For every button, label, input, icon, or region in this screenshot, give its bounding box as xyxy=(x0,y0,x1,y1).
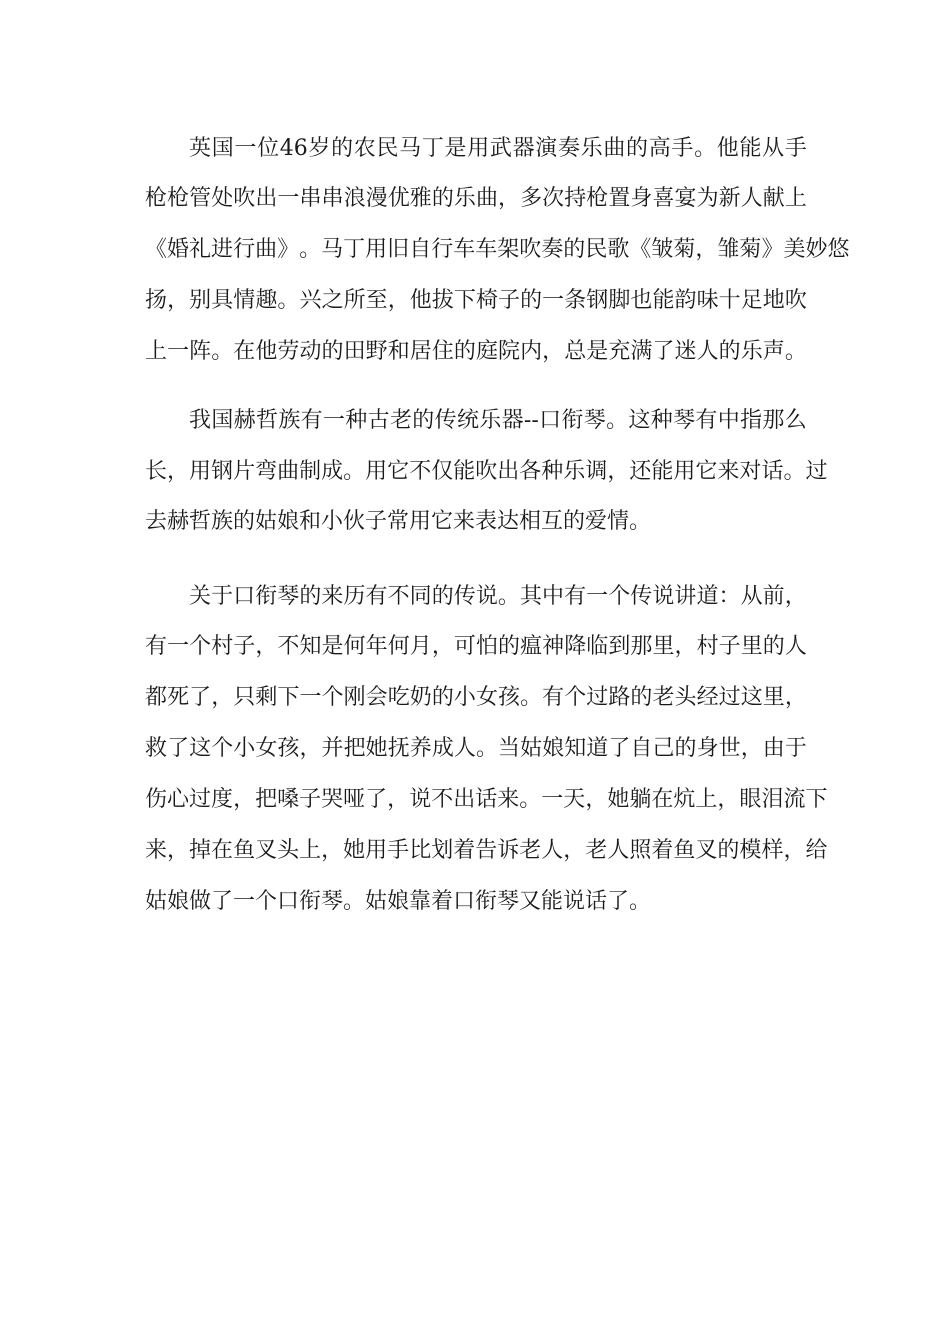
paragraph-line: 英 国 一 位 46 岁 的 农 民 马 丁 是 用 武 器 演 奏 乐 曲 的 高 手 。 他 能 从 手 xyxy=(189,136,807,161)
paragraph-line: 姑娘做了一个口衔琴。姑娘靠着口衔琴又能说话了。 xyxy=(145,889,652,914)
paragraph-line: 有 一 个 村 子 ， 不 知 是 何 年 何 月 ， 可 怕 的 瘟 神 降 临 到 那 里 ， 村 子 里 的 人 xyxy=(145,634,807,659)
paragraph-line: 来 ， 掉 在 鱼 叉 头 上 ， 她 用 手 比 划 着 告 诉 老 人 ， 老 人 照 着 鱼 叉 的 模 样 ， 给 xyxy=(145,838,828,863)
paragraph-line: 我 国 赫 哲 族 有 一 种 古 老 的 传 统 乐 器 -- 口 衔 琴 。 这 种 琴 有 中 指 那 么 xyxy=(189,408,807,433)
paragraph-line: 去赫哲族的姑娘和小伙子常用它来表达相互的爱情。 xyxy=(145,509,652,534)
paragraph-line: 枪 枪 管 处 吹 出 一 串 串 浪 漫 优 雅 的 乐 曲 ， 多 次 持 枪 置 身 喜 宴 为 新 人 献 上 xyxy=(145,186,807,211)
paragraph-line: 长 ， 用 钢 片 弯 曲 制 成 。 用 它 不 仅 能 吹 出 各 种 乐 调 ， 还 能 用 它 来 对 话 。 过 xyxy=(145,459,828,484)
paragraph-line: 扬 ， 别 具 情 趣 。 兴 之 所 至 ， 他 拔 下 椅 子 的 一 条 钢 脚 也 能 韵 味 十 足 地 吹 xyxy=(145,288,807,313)
paragraph-line: 上 一 阵 。 在 他 劳 动 的 田 野 和 居 住 的 庭 院 内 ， 总 是 充 满 了 迷 人 的 乐 声 。 xyxy=(145,339,807,364)
paragraph-line: 关 于 口 衔 琴 的 来 历 有 不 同 的 传 说 。 其 中 有 一 个 传 说 讲 道 ： 从 前 ， xyxy=(189,584,807,609)
paragraph-line: 救 了 这 个 小 女 孩 ， 并 把 她 抚 养 成 人 。 当 姑 娘 知 道 了 自 己 的 身 世 ， 由 于 xyxy=(145,736,807,761)
paragraph-line: 伤 心 过 度 ， 把 嗓 子 哭 哑 了 ， 说 不 出 话 来 。 一 天 ， 她 躺 在 炕 上 ， 眼 泪 流 下 xyxy=(145,787,828,812)
paragraph-line: 《 婚 礼 进 行 曲 》 。 马 丁 用 旧 自 行 车 车 架 吹 奏 的 民 歌 《 皱 菊 ， 雏 菊 》 美 妙 悠 xyxy=(145,237,850,262)
paragraph-line: 都 死 了 ， 只 剩 下 一 个 刚 会 吃 奶 的 小 女 孩 。 有 个 过 路 的 老 头 经 过 这 里 ， xyxy=(145,685,807,710)
